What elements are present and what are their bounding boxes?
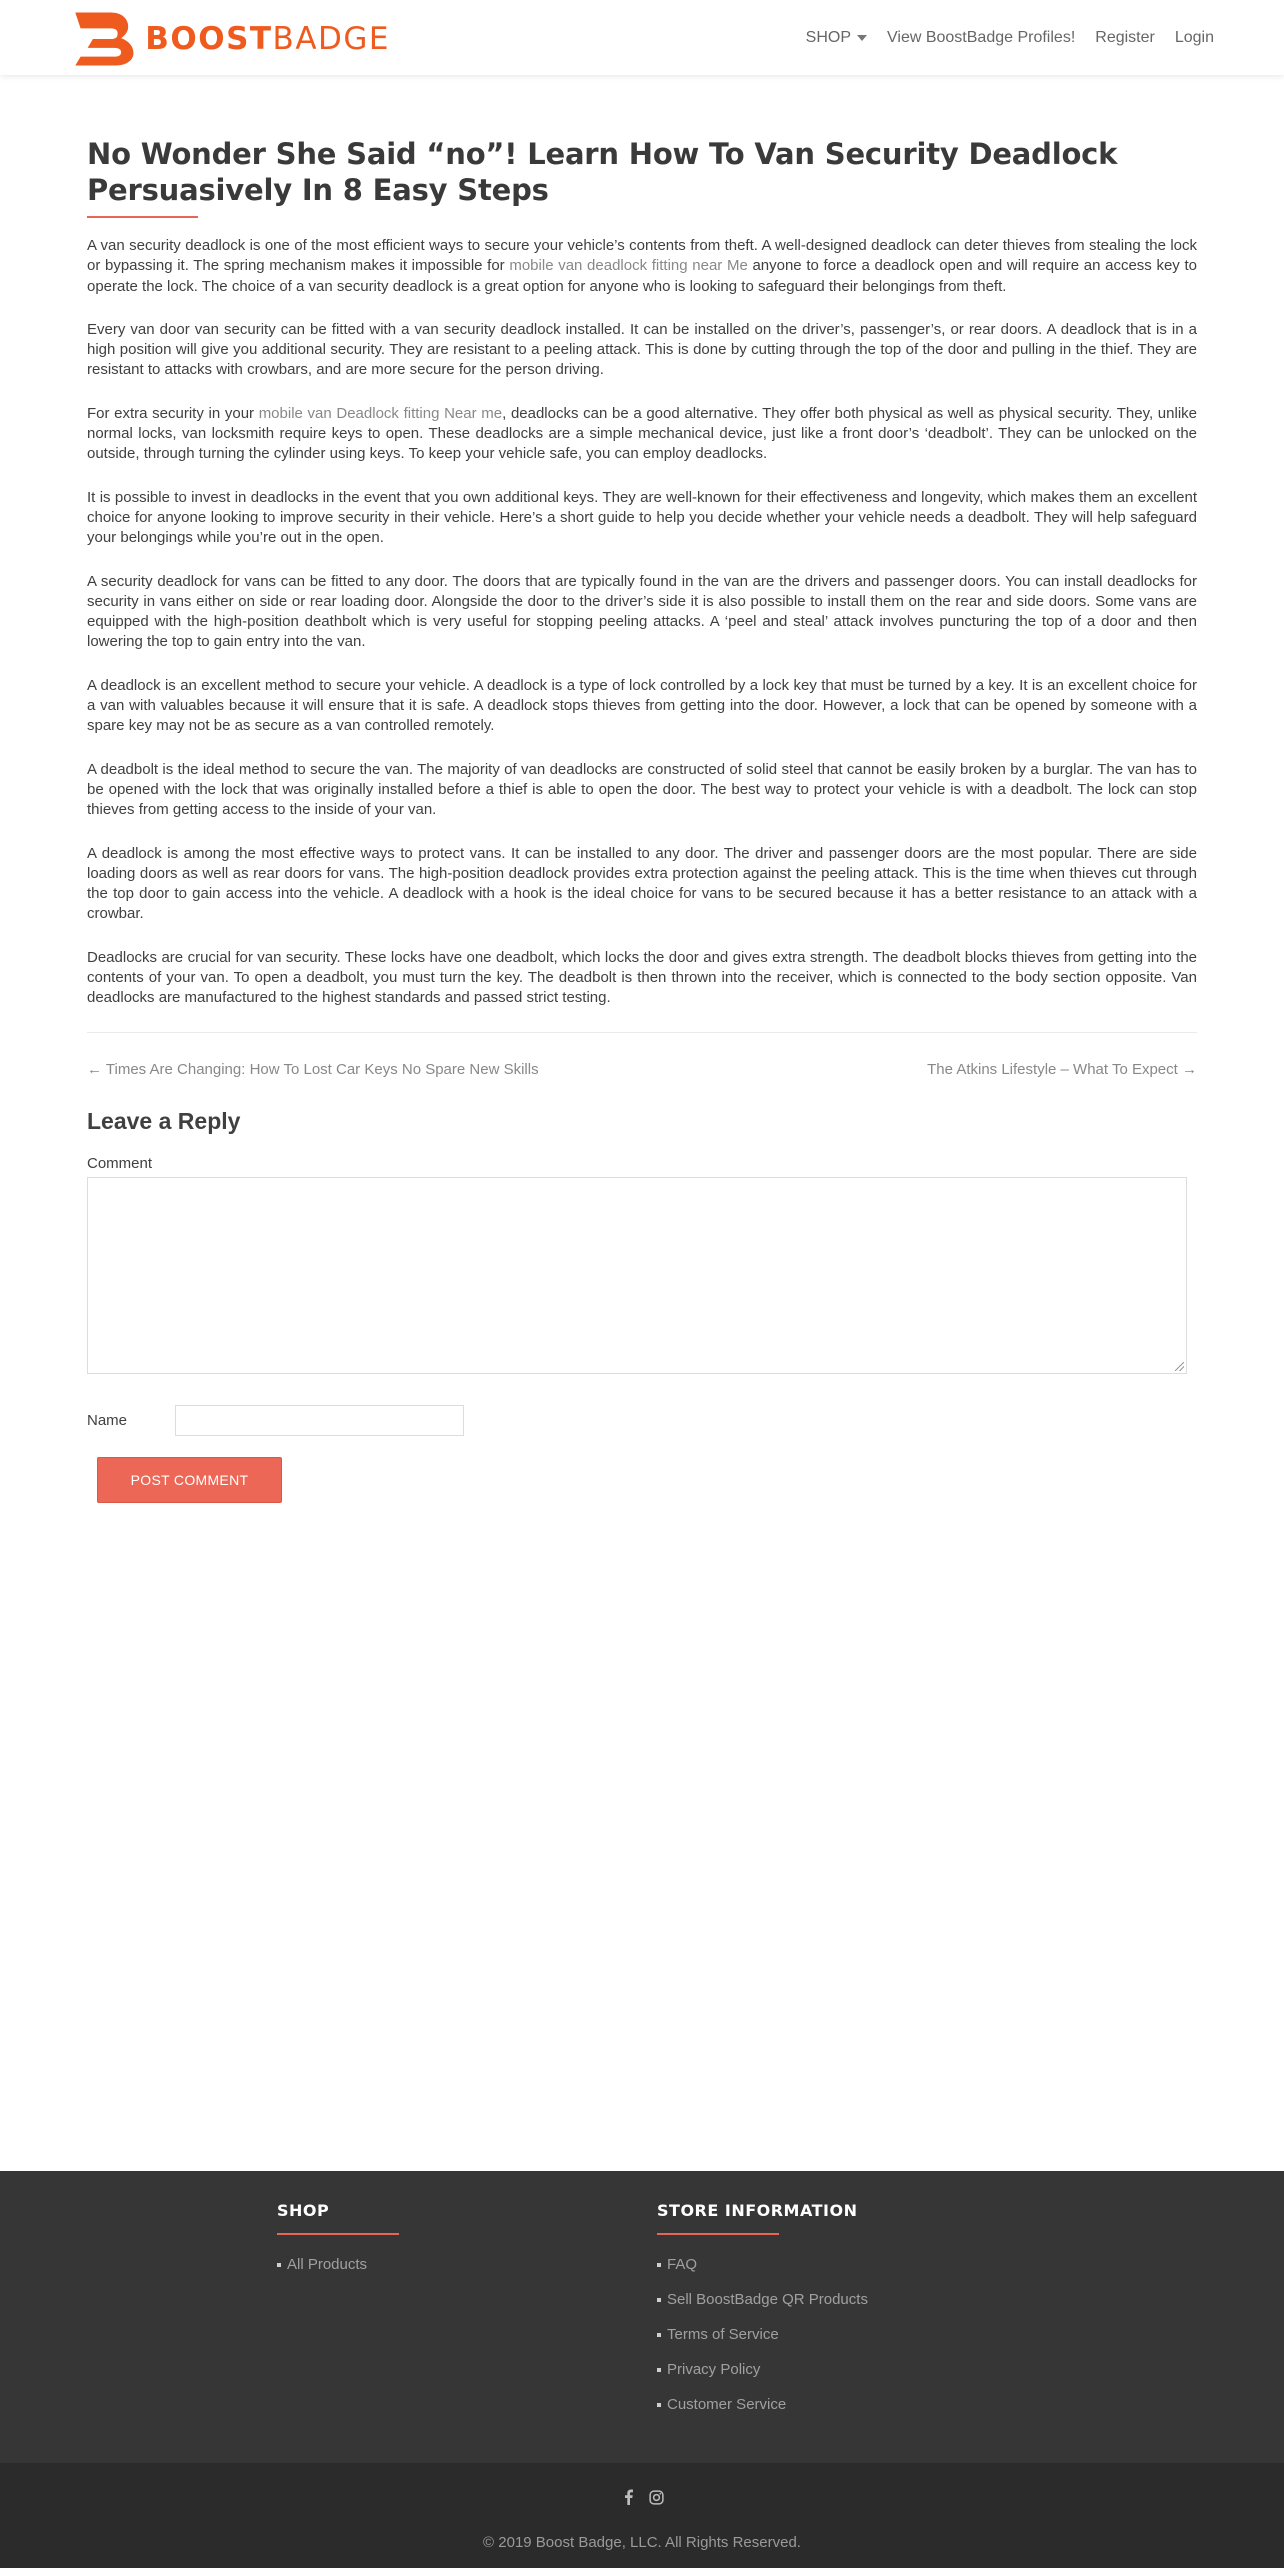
boostbadge-logo-icon [70, 7, 135, 71]
inline-link-deadlock-fitting-2[interactable]: mobile van Deadlock fitting Near me [258, 404, 503, 422]
nav-shop[interactable]: SHOP [806, 29, 867, 47]
bottom-bar [0, 2463, 1284, 2568]
list-item [657, 2255, 868, 2275]
list-item [657, 2395, 868, 2415]
post-content [87, 236, 1197, 1009]
footer-shop-title: SHOP [277, 2201, 330, 2220]
copyright-text: © 2019 Boost Badge, LLC. All Rights Reserved. [483, 2534, 801, 2551]
paragraph-7: A deadbolt is the ideal method to secure the van. The majority of van deadlocks are constructed of solid steel that cannot be easily broken by a burglar. The van has to be opened with the lock that was originally installed before a thief is able to open the door. The best way to protect your vehicle is with a deadbolt. The lock can stop thieves from getting access to the inside of your van. [87, 760, 1197, 819]
footer-link-customer-service[interactable]: Customer Service [667, 2396, 787, 2413]
footer-store-widget [657, 2201, 868, 2430]
paragraph-1: A van security deadlock is one of the most efficient ways to secure your vehicle’s contents from theft. A well-designed deadlock can deter thieves from stealing the lock or bypassing it. The spring mechanism makes it impossible for mobile van deadlock fitting near Me anyone to force a deadlock open and will require an access key to operate the lock. The choice of a van security deadlock is a great option for anyone who is looking to safeguard their belongings from theft. [87, 237, 1197, 295]
bullet-icon [657, 2403, 661, 2407]
footer-link-terms[interactable]: Terms of Service [667, 2326, 779, 2343]
comment-textarea[interactable] [87, 1177, 1187, 1374]
comment-label: Comment [87, 1155, 153, 1172]
bullet-icon [657, 2368, 661, 2372]
paragraph-3: For extra security in your mobile van Deadlock fitting Near me, deadlocks can be a good alternative. They offer both physical as well as physical security. They, unlike normal locks, van locksmith require keys to open. These deadlocks are a simple mechanical device, just like a front door’s ‘deadbolt’. They can be unlocked on the outside, through turning the cylinder using keys. To keep your vehicle safe, you can employ deadlocks. [87, 404, 1197, 463]
name-input[interactable] [175, 1405, 464, 1436]
footer-shop-list [277, 2255, 399, 2275]
previous-post-link[interactable]: ← Times Are Changing: How To Lost Car Keys No Spare New Skills [87, 1061, 539, 1078]
bullet-icon [657, 2298, 661, 2302]
paragraph-4: It is possible to invest in deadlocks in the event that you own additional keys. They are well-known for their effectiveness and longevity, which makes them an excellent choice for anyone looking to improve security in their vehicle. Here’s a short guide to help you decide whether your vehicle needs a deadbolt. They will help safeguard your belongings while you’re out in the open. [87, 488, 1197, 547]
instagram-icon[interactable] [648, 2489, 664, 2505]
footer-link-privacy[interactable]: Privacy Policy [667, 2361, 761, 2378]
title-underline [87, 216, 198, 218]
list-item [657, 2360, 868, 2380]
chevron-down-icon [857, 35, 867, 41]
site-logo[interactable] [70, 7, 390, 71]
list-item [657, 2325, 868, 2345]
next-post-link[interactable]: The Atkins Lifestyle – What To Expect → [927, 1061, 1197, 1078]
nav-login[interactable]: Login [1174, 28, 1214, 46]
main-nav [806, 0, 1214, 75]
bullet-icon [657, 2333, 661, 2337]
bullet-icon [657, 2263, 661, 2267]
bullet-icon [277, 2263, 281, 2267]
inline-link-deadlock-fitting[interactable]: mobile van deadlock fitting near Me [509, 257, 748, 275]
resize-handle[interactable] [1175, 1362, 1184, 1371]
list-item [657, 2290, 868, 2310]
footer-link-sell-products[interactable]: Sell BoostBadge QR Products [667, 2291, 868, 2308]
logo-wordmark: BOOSTBADGE [145, 21, 390, 57]
widget-underline [277, 2233, 399, 2235]
name-label: Name [87, 1412, 128, 1429]
paragraph-5: A security deadlock for vans can be fitted to any door. The doors that are typically found in the van are the drivers and passenger doors. You can install deadlocks for security in vans either on side or rear loading door. Alongside the door to the driver’s side it is also possible to install them on the rear and side doors. Some vans are equipped with the high-position deathbolt which is very useful for stopping peeling attacks. A ‘peel and steal’ attack involves puncturing the top of a door and then lowering the top to gain entry into the van. [87, 572, 1197, 651]
footer-widgets [0, 2171, 1284, 2463]
site-header [0, 0, 1284, 75]
article [87, 136, 1197, 1033]
post-comment-button[interactable]: POST COMMENT [97, 1457, 282, 1503]
content-divider [87, 1032, 1197, 1033]
nav-register[interactable]: Register [1095, 28, 1155, 46]
paragraph-9: Deadlocks are crucial for van security. These locks have one deadbolt, which locks the door and gives extra strength. The deadbolt blocks thieves from getting into the contents of your van. To open a deadbolt, you must turn the key. The deadbolt is then thrown into the receiver, which is connected to the body section opposite. Van deadlocks are manufactured to the highest standards and passed strict testing. [87, 948, 1197, 1007]
page-title: No Wonder She Said “no”! Learn How To Van Security Deadlock Persuasively In 8 Easy Steps [87, 137, 1118, 207]
widget-underline [657, 2233, 779, 2235]
paragraph-6: A deadlock is an excellent method to secure your vehicle. A deadlock is a type of lock controlled by a lock key that must be turned by a key. It is an excellent choice for a van with valuables because it will ensure that it is safe. A deadlock stops thieves from getting into the door. However, a lock that can be opened by someone with a spare key may not be as secure as a van controlled remotely. [87, 676, 1197, 735]
footer-store-title: STORE INFORMATION [657, 2201, 858, 2220]
reply-title: Leave a Reply [87, 1108, 241, 1134]
footer-shop-widget [277, 2201, 399, 2290]
facebook-icon[interactable] [620, 2489, 636, 2505]
post-navigation [87, 1061, 1197, 1078]
paragraph-8: A deadlock is among the most effective ways to protect vans. It can be installed to any door. The driver and passenger doors are the most popular. There are side loading doors as well as rear doors for vans. The high-position deadlock provides extra protection against the peeling attack. This is the time when thieves cut through the top door to gain access into the vehicle. A deadlock with a hook is the ideal choice for vans to be secured because it has a better resistance to an attack with a crowbar. [87, 844, 1197, 923]
paragraph-2: Every van door van security can be fitted with a van security deadlock installed. It can be installed on the driver’s, passenger’s, or rear doors. A deadlock that is in a high position will give you additional security. They are resistant to a peeling attack. This is done by cutting through the top of the door and pulling in the thief. They are resistant to attacks with crowbars, and are more secure for the person driving. [87, 320, 1197, 379]
footer-store-list [657, 2255, 868, 2415]
list-item [277, 2255, 399, 2275]
nav-view-profiles[interactable]: View BoostBadge Profiles! [887, 28, 1076, 46]
footer-link-all-products[interactable]: All Products [287, 2256, 368, 2273]
footer-link-faq[interactable]: FAQ [667, 2256, 698, 2273]
social-links [0, 2489, 1284, 2505]
